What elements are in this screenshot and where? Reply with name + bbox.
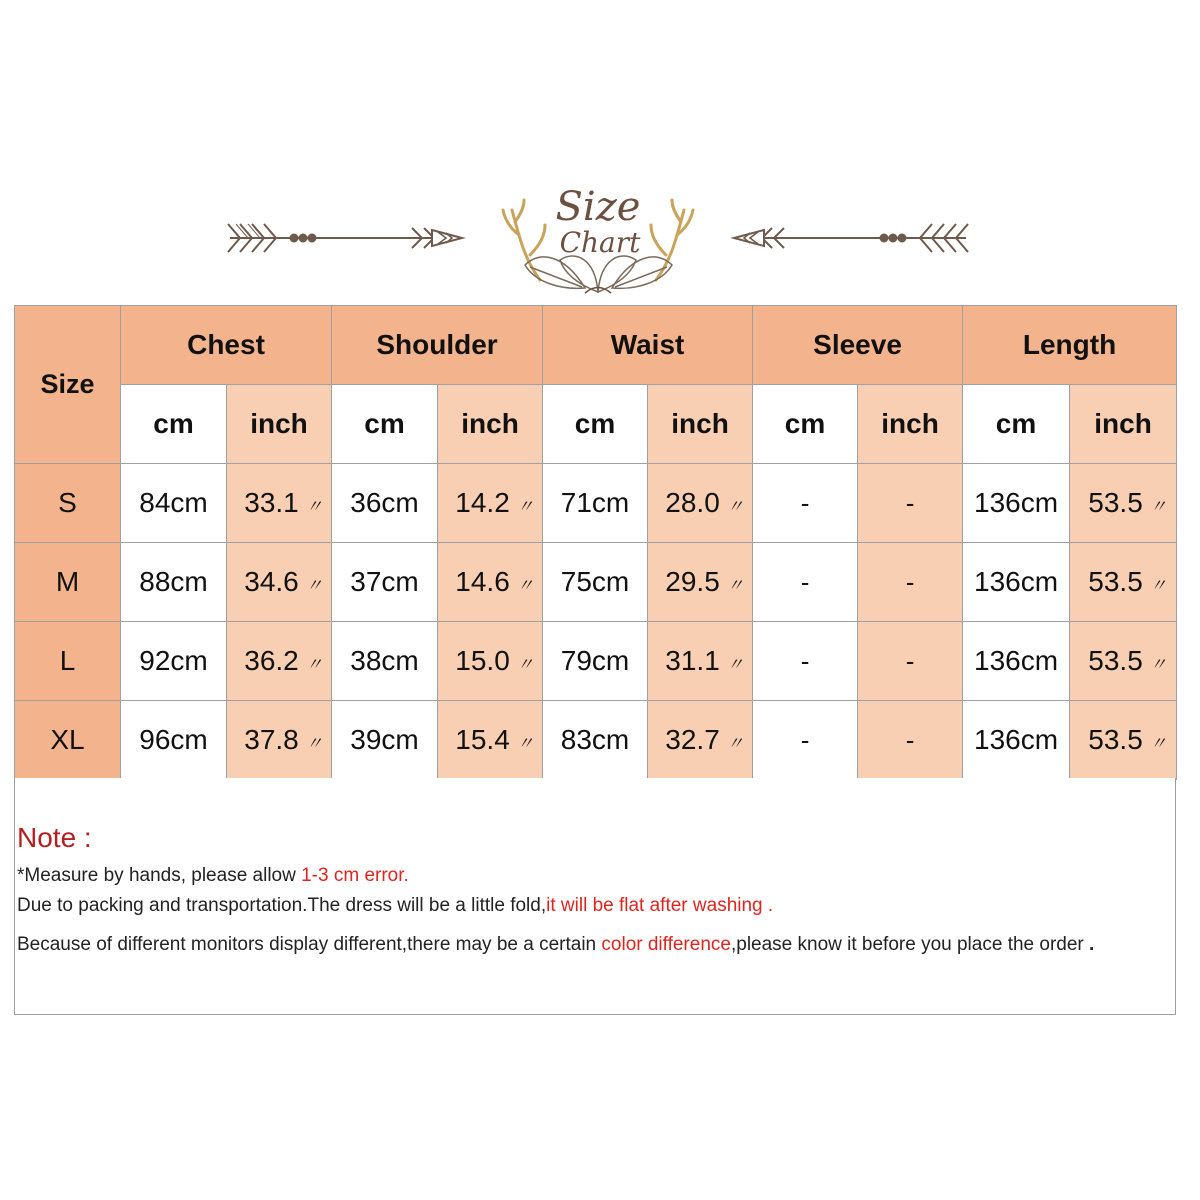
unit-header-cm: cm [543,385,648,464]
table-cell-inch [227,622,332,701]
note-highlight: 1-3 cm error. [301,865,409,886]
inch-symbol: 〃 [516,655,533,674]
size-label: S [15,464,121,543]
inch-symbol: 〃 [305,497,322,516]
inch-value: 31.1 [665,645,720,676]
inch-value: 14.2 [455,487,510,518]
table-cell: - [858,543,963,622]
size-label: XL [15,701,121,780]
table-cell-inch [227,701,332,780]
inch-symbol: 〃 [726,576,743,595]
table-cell-cm: 96cm [121,701,227,780]
table-cell: - [753,701,858,780]
size-chart-header [0,170,1200,305]
unit-header-inch: inch [648,385,753,464]
note-line-measure [17,865,409,887]
table-cell: - [753,543,858,622]
table-cell-cm: 37cm [332,543,438,622]
size-label: M [15,543,121,622]
size-column-header: Size [15,306,121,464]
inch-value: 53.5 [1088,487,1143,518]
table-cell-cm: 36cm [332,464,438,543]
table-cell-cm: 84cm [121,464,227,543]
unit-header-cm: cm [121,385,227,464]
unit-header-inch: inch [438,385,543,464]
shoulder-header: Shoulder [332,306,543,385]
table-cell-inch [438,701,543,780]
note-period: . [1083,934,1095,955]
table-cell-inch [438,464,543,543]
inch-symbol: 〃 [305,734,322,753]
inch-symbol: 〃 [516,734,533,753]
inch-symbol: 〃 [1149,734,1166,753]
table-cell-inch [1070,464,1177,543]
note-text: *Measure by hands, please allow [17,865,302,886]
table-cell-cm: 136cm [963,622,1070,701]
unit-header-inch: inch [1070,385,1177,464]
note-line-monitor [17,934,1094,956]
table-cell-cm: 83cm [543,701,648,780]
inch-value: 34.6 [244,566,299,597]
inch-value: 15.0 [455,645,510,676]
size-label: L [15,622,121,701]
table-cell-inch [648,543,753,622]
inch-value: 53.5 [1088,645,1143,676]
table-cell-inch [227,543,332,622]
table-cell-cm: 136cm [963,701,1070,780]
table-cell: - [753,622,858,701]
table-cell-cm: 39cm [332,701,438,780]
table-cell-cm: 88cm [121,543,227,622]
inch-symbol: 〃 [1149,497,1166,516]
inch-symbol: 〃 [305,576,322,595]
table-cell: - [858,701,963,780]
inch-symbol: 〃 [1149,655,1166,674]
table-cell-cm: 79cm [543,622,648,701]
note-title: Note : [17,822,92,853]
note-text: ,please know it before you place the order [730,934,1084,955]
inch-symbol: 〃 [516,576,533,595]
table-cell-inch [1070,622,1177,701]
inch-symbol: 〃 [1149,576,1166,595]
inch-value: 36.2 [244,645,299,676]
logo-chart-text: Chart [559,226,641,259]
note-highlight: color difference [601,934,731,955]
table-cell-inch [1070,543,1177,622]
note-line-packing [17,895,773,917]
table-row [15,622,1177,701]
feathers-icon [525,256,672,293]
logo-size-text: Size [555,184,641,230]
inch-symbol: 〃 [726,734,743,753]
table-cell-inch [648,464,753,543]
table-cell-cm: 38cm [332,622,438,701]
table-row [15,464,1177,543]
table-cell-inch [648,622,753,701]
table-cell-cm: 75cm [543,543,648,622]
inch-value: 14.6 [455,566,510,597]
table-cell-inch [438,622,543,701]
notes-box [14,778,1176,1015]
table-cell-inch [227,464,332,543]
inch-symbol: 〃 [305,655,322,674]
note-highlight: it will be flat after washing . [546,895,774,916]
inch-value: 28.0 [665,487,720,518]
table-cell-cm: 71cm [543,464,648,543]
unit-header-cm: cm [963,385,1070,464]
unit-header-inch: inch [227,385,332,464]
table-cell: - [858,622,963,701]
size-chart-table [14,305,1177,780]
unit-header-cm: cm [753,385,858,464]
note-text: Due to packing and transportation.The dress will be a little fold, [17,895,547,916]
table-row [15,701,1177,780]
table-cell-inch [1070,701,1177,780]
waist-header: Waist [543,306,753,385]
unit-header-inch: inch [858,385,963,464]
inch-value: 37.8 [244,724,299,755]
inch-symbol: 〃 [726,655,743,674]
table-cell-cm: 92cm [121,622,227,701]
table-cell: - [753,464,858,543]
length-header: Length [963,306,1177,385]
inch-value: 53.5 [1088,566,1143,597]
unit-header-cm: cm [332,385,438,464]
chest-header: Chest [121,306,332,385]
inch-value: 53.5 [1088,724,1143,755]
table-cell-inch [438,543,543,622]
size-rows [15,464,1177,780]
table-cell-inch [648,701,753,780]
table-cell-cm: 136cm [963,543,1070,622]
inch-symbol: 〃 [726,497,743,516]
inch-value: 32.7 [665,724,720,755]
right-arrow-icon [734,224,968,252]
note-text: Because of different monitors display different,there may be a certain [17,934,602,955]
left-arrow-icon [228,224,462,252]
table-cell-cm: 136cm [963,464,1070,543]
inch-symbol: 〃 [516,497,533,516]
sleeve-header: Sleeve [753,306,963,385]
table-cell: - [858,464,963,543]
table-row [15,543,1177,622]
inch-value: 15.4 [455,724,510,755]
inch-value: 29.5 [665,566,720,597]
inch-value: 33.1 [244,487,299,518]
